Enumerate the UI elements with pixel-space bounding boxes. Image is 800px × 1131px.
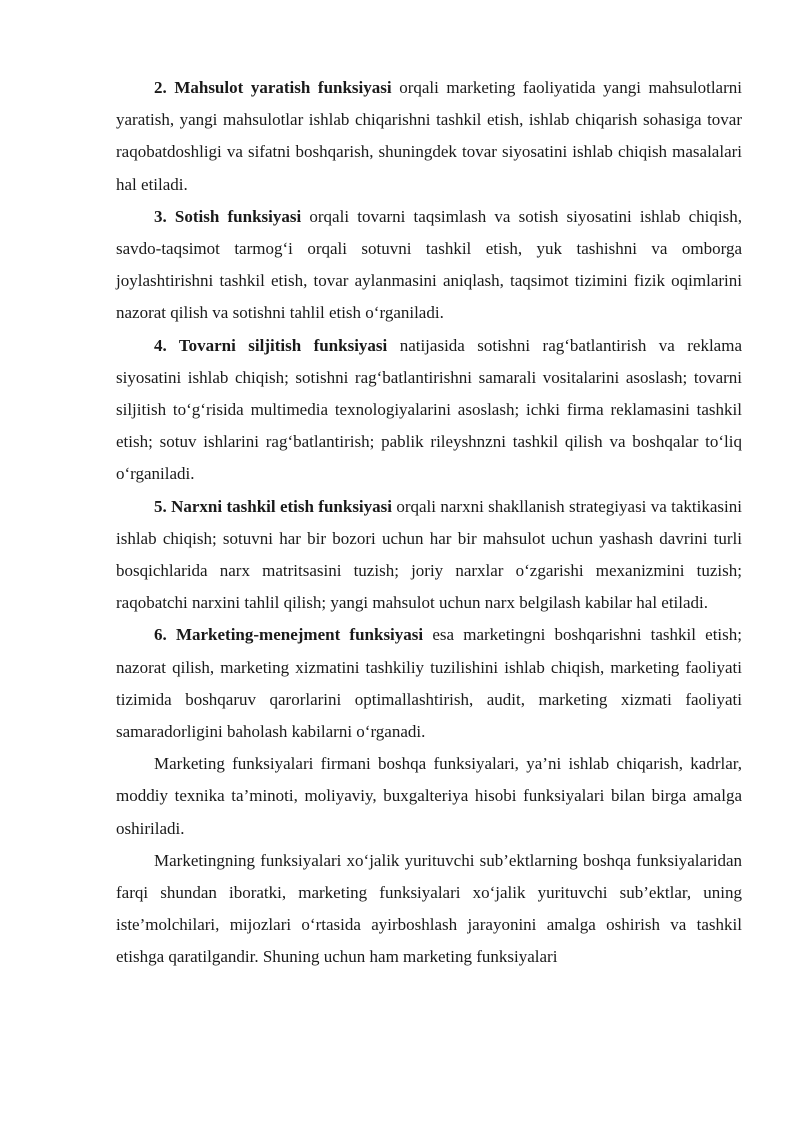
paragraph-functions-together — [116, 748, 742, 845]
paragraph-promotion-function — [116, 330, 742, 491]
paragraph-lead: 6. Marketing-menejment funksiyasi — [154, 625, 424, 645]
paragraph-text: orqali narxni shakllanish strategiyasi va taktikasini ishlab chiqish; sotuvni har bir bozori uchun har bir mahsulot uchun yashash davrini turli bosqichlarida narx matritsasini tuzish; joriy narxlar o‘zgarishi mexanizmini tuzish; raqobatchi narxini tahlil qilish; yangi mahsulot uchun narx belgilash kabilar hal etiladi. — [116, 496, 742, 613]
paragraph-lead: 2. Mahsulot yaratish funksiyasi — [154, 78, 392, 97]
paragraph-text: Marketing funksiyalari firmani boshqa funksiyalari, ya’ni ishlab chiqarish, kadrlar, moddiy texnika ta’minoti, moliyaviy, buxgalteriya hisobi funksiyalari bilan birga amalga oshiriladi. — [116, 754, 742, 838]
paragraph-lead: 4. Tovarni siljitish funksiyasi — [154, 335, 388, 355]
paragraph-functions-difference — [116, 845, 742, 974]
paragraph-lead: 3. Sotish funksiyasi — [154, 206, 302, 226]
paragraph-text: orqali tovarni taqsimlash va sotish siyosatini ishlab chiqish, savdo-taqsimot tarmog‘i orqali sotuvni tashkil etish, yuk tashishni va omborga joylashtirishni tashkil etish, tovar aylanmasini aniqlash, taqsimot tizimini fizik oqimlarini nazorat qilish va sotishni tahlil etish o‘rganiladi. — [116, 206, 742, 323]
paragraph-text: esa marketingni boshqarishni tashkil etish; nazorat qilish, marketing xizmatini tashkiliy tuzilishini ishlab chiqish, marketing faoliyati tizimida boshqaruv qarorlarini optimallashtirish, audit, marketing xizmati faoliyati samaradorligini baholash kabilarni o‘rganadi. — [116, 625, 742, 742]
paragraph-lead: 5. Narxni tashkil etish funksiyasi — [154, 496, 392, 516]
paragraph-text: natijasida sotishni rag‘batlantirish va reklama siyosatini ishlab chiqish; sotishni rag‘batlantirishni samarali vositalarini asoslash; tovarni siljitish to‘g‘risida multimedia texnologiyalarini asoslash; ichki firma reklamasini tashkil etish; sotuv ishlarini rag‘batlantirish; pablik rileyshnzni tashkil qilish va boshqalar to‘liq o‘rganiladi. — [116, 335, 742, 484]
paragraph-marketing-management-function — [116, 619, 742, 748]
paragraph-text: orqali marketing faoliyatida yangi mahsulotlarni yaratish, yangi mahsulotlar ishlab chiqarishni tashkil etish, ishlab chiqarish sohasiga tovar raqobatdoshligi va sifatni boshqarish, shuningdek tovar siyosatini ishlab chiqish masalalari hal etiladi. — [116, 78, 742, 194]
paragraph-product-creation-function — [116, 72, 742, 201]
paragraph-sales-function — [116, 201, 742, 330]
paragraph-text: Marketingning funksiyalari xo‘jalik yurituvchi sub’ektlarning boshqa funksiyalaridan farqi shundan iboratki, marketing funksiyalari xo‘jalik yurituvchi sub’ektlar, uning iste’molchilari, mijozlari o‘rtasida ayirboshlash jarayonini amalga oshirish va tashkil etishga qaratilgandir. Shuning uchun ham marketing funksiyalari — [116, 850, 742, 967]
paragraph-pricing-function — [116, 491, 742, 620]
document-page — [116, 72, 742, 974]
